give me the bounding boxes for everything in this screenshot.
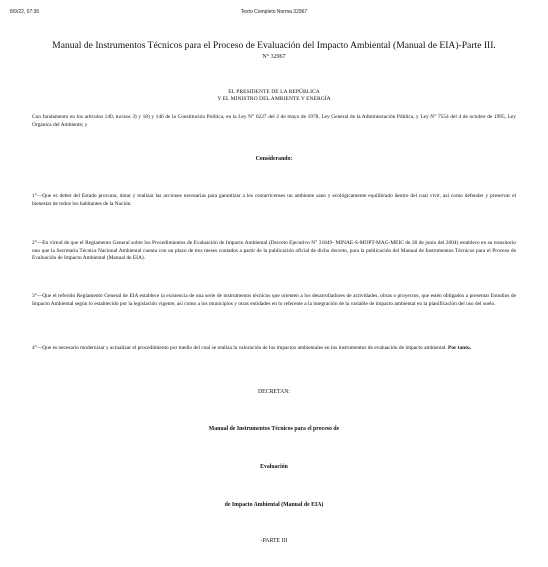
authority-block xyxy=(30,89,518,103)
print-header xyxy=(0,9,548,19)
manual-heading-line-1: Manual de Instrumentos Técnicos para el proceso de xyxy=(208,426,340,432)
manual-heading-line-3: de Impacto Ambiental (Manual de EIA) xyxy=(224,502,324,508)
parte-label: -PARTE III xyxy=(260,538,288,544)
considerando-heading: Considerando: xyxy=(255,156,293,162)
print-timestamp: 8/9/22, 07:36 xyxy=(10,9,40,15)
considerando-paragraph-1: 1°—Que es deber del Estado procurar, dotar y realizar las acciones necesarias para garantizar a los costarricenses un ambiente sano y ecológicamente equilibrado dentro del cual vivir, así como defender y preservar el bienestar de todos los habitantes de la Nación. xyxy=(32,193,516,207)
considerando-paragraph-2: 2°—En virtud de que el Reglamento General sobre los Procedimientos de Evaluación de Impacto Ambiental (Decreto Ejecutivo N° 31849- MINAE-S-MOPT-MAG-MEIC de 28 de junio del 2004) establece en su transitorio uno que la Secretaría Técnica Nacional Ambiental cuenta con un plazo de tres meses contados a partir de la publicación oficial de dicho decreto, para la publicación del Manual de Instrumentos Técnicos para el Proceso de Evaluación de Impacto Ambiental (Manual de EIA). xyxy=(32,240,516,262)
paragraph-4-text: 4°—Que es necesario modernizar y actualizar el procedimiento por medio del cual se realiza la valoración de los impactos ambientales en los instrumentos de evaluación de impacto ambiental. xyxy=(32,345,449,351)
authority-line-president: EL PRESIDENTE DE LA REPÚBLICA xyxy=(228,89,320,95)
document-number: N° 32967 xyxy=(262,54,286,60)
decretan-heading: DECRETAN: xyxy=(257,389,291,395)
fundamento-paragraph: Con fundamento en los artículos 140, incisos 3) y 18) y 146 de la Constitución Política, en la Ley N° 6227 del 2 de mayo de 1978, Ley General de la Administración Pública, y Ley N° 7554 del 4 de octubre de 1995, Ley Orgánica del Ambiente; y xyxy=(32,114,516,128)
authority-line-minister: Y EL MINISTRO DEL AMBIENTE Y ENERGÍA xyxy=(217,96,331,103)
document-title: Manual de Instrumentos Técnicos para el Proceso de Evaluación del Impacto Ambiental (Manual de EIA)-Parte III. xyxy=(52,40,496,51)
considerando-paragraph-3: 3°—Que el referido Reglamento General de EIA establece la existencia de una serie de instrumentos técnicos que orienten a los desarrolladores de actividades, obras o proyectos, que estén obligados a presentar Estudios de Impacto Ambiental según lo establecido por la legislación vigente, así como a los municipios y otras entidades en lo referente a la integración de la variable de impacto ambiental en la planificación del uso del suelo. xyxy=(32,293,516,307)
print-page-title: Texto Completo Norma 32967 xyxy=(240,9,308,15)
manual-heading-line-2: Evaluación xyxy=(260,464,288,470)
considerando-paragraph-4 xyxy=(32,345,516,353)
por-tanto: Por tanto, xyxy=(448,345,472,351)
